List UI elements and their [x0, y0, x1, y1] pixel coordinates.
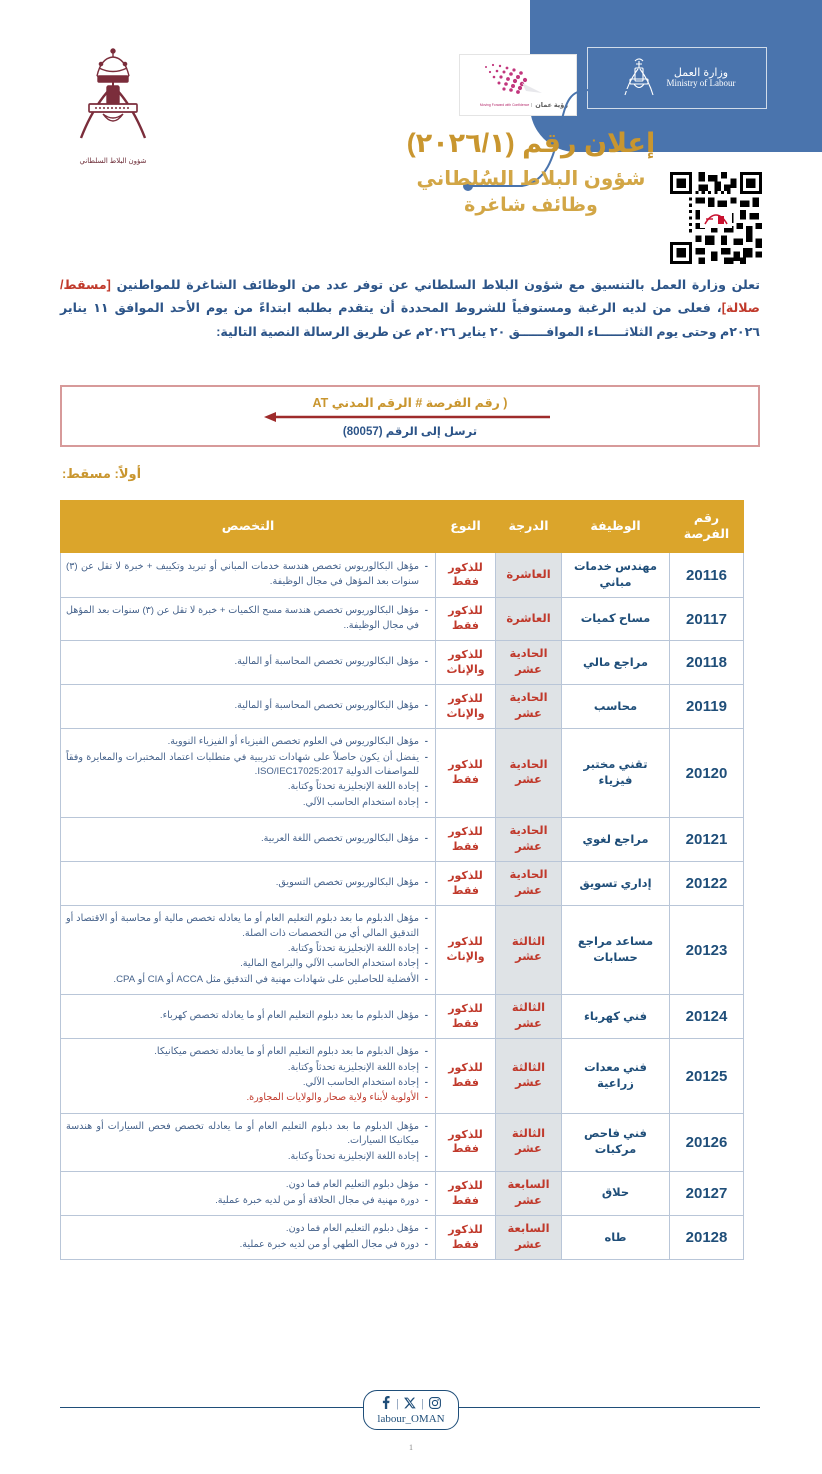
specialization-item: - مؤهل الدبلوم ما بعد دبلوم التعليم العام أو ما يعادله تخصص فحص السيارات أو هندسة ميكانيكا السيارات.	[66, 1120, 430, 1149]
cell-type: للذكور والإناث	[436, 906, 496, 995]
cell-type: للذكور فقط	[436, 553, 496, 598]
specialization-list	[66, 699, 430, 713]
table-row	[61, 1216, 744, 1260]
cell-grade: الحادية عشر	[496, 685, 562, 729]
cell-grade: العاشرة	[496, 598, 562, 641]
cell-grade: الثالثة عشر	[496, 1039, 562, 1114]
column-header-job-title: الوظيفة	[562, 501, 670, 553]
announcement-subtitle-entity: شؤون البلاط السُلطاني	[416, 168, 646, 190]
cell-job-title: طاه	[562, 1216, 670, 1260]
vision-tagline: Moving Forward with Confidence	[480, 103, 532, 107]
cell-opportunity-number: 20121	[670, 818, 744, 862]
announcement-subtitle-vacancies: وظائف شاغرة	[464, 195, 598, 216]
instagram-icon[interactable]	[429, 1397, 441, 1412]
cell-type: للذكور فقط	[436, 1113, 496, 1171]
specialization-item: - إجادة استخدام الحاسب الآلي.	[66, 1076, 430, 1090]
cell-specialization	[61, 685, 436, 729]
cell-grade: السابعة عشر	[496, 1172, 562, 1216]
specialization-item: - مؤهل البكالوريوس تخصص هندسة مسح الكميات + خبرة لا تقل عن (٣) سنوات بعد المؤهل في مجال الوظيفة..	[66, 604, 430, 633]
cell-specialization	[61, 906, 436, 995]
specialization-item: - مؤهل دبلوم التعليم العام فما دون.	[66, 1222, 430, 1236]
cell-specialization	[61, 553, 436, 598]
specialization-item: - إجادة استخدام الحاسب الآلي والبرامج المالية.	[66, 957, 430, 971]
specialization-item: - مؤهل الدبلوم ما بعد دبلوم التعليم العام أو ما يعادله تخصص مالية أو محاسبة أو الاقتصاد أو التدقيق المالي أي من التخصصات ذات الصلة.	[66, 912, 430, 941]
specialization-item: - الأفضلية للحاصلين على شهادات مهنية في التدقيق مثل ACCA أو CIA أو CPA.	[66, 973, 430, 987]
cell-job-title: تقني مختبر فيزياء	[562, 729, 670, 818]
intro-part-2: ، فعلى من لديه الرغبة ومستوفياً للشروط المحددة أن يتقدم بطلبه ابتداءً من يوم الأحد الموافق ١١ يناير ٢٠٢٦م وحتى يوم الثلاثــــــاء الموافــــــق ٢٠ يناير ٢٠٢٦م عن طريق الرسالة النصية التالية:	[60, 301, 760, 339]
specialization-item: - الأولوية لأبناء ولاية صحار والولايات المجاورة.	[66, 1091, 430, 1105]
cell-job-title: مراجع مالي	[562, 641, 670, 685]
cell-grade: السابعة عشر	[496, 1216, 562, 1260]
column-header-grade: الدرجة	[496, 501, 562, 553]
specialization-list	[66, 1045, 430, 1106]
cell-type: للذكور فقط	[436, 995, 496, 1039]
section-label-muscat: أولاً: مسقط:	[62, 466, 142, 481]
cell-opportunity-number: 20126	[670, 1113, 744, 1171]
column-header-type: النوع	[436, 501, 496, 553]
specialization-list	[66, 1178, 430, 1208]
cell-grade: الثالثة عشر	[496, 995, 562, 1039]
cell-job-title: مساعد مراجع حسابات	[562, 906, 670, 995]
sms-instruction-box	[60, 385, 760, 447]
specialization-item: - مؤهل البكالوريوس تخصص هندسة خدمات المباني أو تبريد وتكييف + خبرة لا تقل عن (٣) سنوات بعد المؤهل في مجال الوظيفة.	[66, 560, 430, 589]
cell-type: للذكور فقط	[436, 818, 496, 862]
table-row	[61, 553, 744, 598]
vacancies-table	[60, 500, 744, 1260]
cell-opportunity-number: 20127	[670, 1172, 744, 1216]
table-row	[61, 818, 744, 862]
table-row	[61, 1039, 744, 1114]
specialization-list	[66, 832, 430, 846]
table-row	[61, 641, 744, 685]
specialization-list	[66, 876, 430, 890]
table-body	[61, 553, 744, 1260]
cell-opportunity-number: 20128	[670, 1216, 744, 1260]
cell-specialization	[61, 862, 436, 906]
cell-grade: الحادية عشر	[496, 641, 562, 685]
royal-crown-khanjar-icon	[65, 46, 161, 150]
specialization-item: - دورة في مجال الطهي أو من لديه خبرة عملية.	[66, 1238, 430, 1252]
cell-specialization	[61, 729, 436, 818]
page-number: 1	[409, 1443, 413, 1452]
specialization-list	[66, 604, 430, 633]
table-row	[61, 906, 744, 995]
specialization-list	[66, 912, 430, 987]
cell-job-title: مهندس خدمات مباني	[562, 553, 670, 598]
cell-grade: الحادية عشر	[496, 818, 562, 862]
table-header-row	[61, 501, 744, 553]
cell-opportunity-number: 20122	[670, 862, 744, 906]
specialization-item: - مؤهل البكالوريوس في العلوم تخصص الفيزياء أو الفيزياء النووية.	[66, 735, 430, 749]
specialization-item: - مؤهل الدبلوم ما بعد دبلوم التعليم العام أو ما يعادله تخصص ميكانيكا.	[66, 1045, 430, 1059]
table-row	[61, 1172, 744, 1216]
table-row	[61, 995, 744, 1039]
social-handle: labour_OMAN	[377, 1413, 445, 1425]
social-separator-1: |	[396, 1398, 399, 1410]
cell-opportunity-number: 20119	[670, 685, 744, 729]
cell-specialization	[61, 641, 436, 685]
cell-grade: العاشرة	[496, 553, 562, 598]
ministry-name-arabic: وزارة العمل	[673, 67, 729, 79]
table-row	[61, 685, 744, 729]
cell-specialization	[61, 1039, 436, 1114]
cell-job-title: محاسب	[562, 685, 670, 729]
cell-job-title: فني كهرباء	[562, 995, 670, 1039]
cell-opportunity-number: 20118	[670, 641, 744, 685]
cell-type: للذكور والإناث	[436, 641, 496, 685]
specialization-item: - إجادة اللغة الإنجليزية تحدثاً وكتابة.	[66, 1061, 430, 1075]
cell-type: للذكور والإناث	[436, 685, 496, 729]
cell-job-title: حلاق	[562, 1172, 670, 1216]
specialization-item: - إجادة اللغة الإنجليزية تحدثاً وكتابة.	[66, 780, 430, 794]
column-header-specialization: التخصص	[61, 501, 436, 553]
cell-job-title: مساح كميات	[562, 598, 670, 641]
specialization-list	[66, 1009, 430, 1023]
specialization-item: - مؤهل البكالوريوس تخصص المحاسبة أو المالية.	[66, 699, 430, 713]
cell-opportunity-number: 20124	[670, 995, 744, 1039]
intro-paragraph	[60, 274, 760, 344]
vision-name-arabic: رؤية عمان	[535, 102, 568, 109]
cell-type: للذكور فقط	[436, 1172, 496, 1216]
specialization-item: - إجادة استخدام الحاسب الآلي.	[66, 796, 430, 810]
specialization-list	[66, 655, 430, 669]
social-separator-2: |	[421, 1398, 424, 1410]
royal-court-affairs-logo	[50, 46, 176, 165]
facebook-icon[interactable]	[381, 1396, 391, 1412]
cell-specialization	[61, 598, 436, 641]
specialization-item: - مؤهل الدبلوم ما بعد دبلوم التعليم العام أو ما يعادله تخصص كهرباء.	[66, 1009, 430, 1023]
specialization-item: - يفضل أن يكون حاصلاً على شهادات تدريبية في متطلبات اعتماد المختبرات والمعايرة وفقاً للمواصفات الدولية ISO/IEC17025:2017.	[66, 751, 430, 780]
cell-job-title: إداري تسويق	[562, 862, 670, 906]
cell-specialization	[61, 1172, 436, 1216]
cell-grade: الثالثة عشر	[496, 1113, 562, 1171]
specialization-item: - إجادة اللغة الإنجليزية تحدثاً وكتابة.	[66, 1150, 430, 1164]
cell-opportunity-number: 20117	[670, 598, 744, 641]
cell-type: للذكور فقط	[436, 729, 496, 818]
qr-code[interactable]	[670, 172, 762, 264]
vacancies-table-wrapper	[60, 500, 744, 1260]
specialization-item: - مؤهل دبلوم التعليم العام فما دون.	[66, 1178, 430, 1192]
cell-specialization	[61, 1216, 436, 1260]
sms-shortcode-line: ترسل إلى الرقم (80057)	[342, 425, 478, 438]
specialization-item: - دورة مهنية في مجال الحلاقة أو من لديه خبرة عملية.	[66, 1194, 430, 1208]
table-row	[61, 598, 744, 641]
table-row	[61, 862, 744, 906]
cell-type: للذكور فقط	[436, 1216, 496, 1260]
specialization-item: - مؤهل البكالوريوس تخصص اللغة العربية.	[66, 832, 430, 846]
specialization-list	[66, 735, 430, 810]
cell-grade: الحادية عشر	[496, 729, 562, 818]
cell-type: للذكور فقط	[436, 1039, 496, 1114]
cell-opportunity-number: 20123	[670, 906, 744, 995]
table-row	[61, 1113, 744, 1171]
column-header-opportunity-number: رقم الفرصة	[670, 501, 744, 553]
cell-specialization	[61, 818, 436, 862]
specialization-item: - مؤهل البكالوريوس تخصص المحاسبة أو المالية.	[66, 655, 430, 669]
cell-specialization	[61, 995, 436, 1039]
social-media-badge	[363, 1390, 459, 1430]
intro-part-1: تعلن وزارة العمل بالتنسيق مع شؤون البلاط السلطاني عن توفر عدد من الوظائف الشاغرة للمواطنين	[110, 278, 760, 292]
x-icon[interactable]	[404, 1397, 416, 1412]
table-row	[61, 729, 744, 818]
sms-direction-arrow-icon	[260, 411, 560, 423]
specialization-list	[66, 560, 430, 589]
specialization-list	[66, 1120, 430, 1164]
ministry-name-english: Ministry of Labour	[666, 78, 736, 89]
cell-type: للذكور فقط	[436, 862, 496, 906]
cell-type: للذكور فقط	[436, 598, 496, 641]
cell-opportunity-number: 20120	[670, 729, 744, 818]
cell-job-title: فني فاحص مركبات	[562, 1113, 670, 1171]
cell-job-title: مراجع لغوي	[562, 818, 670, 862]
cell-specialization	[61, 1113, 436, 1171]
announcement-title: إعلان رقم (٢٠٢٦/١)	[406, 128, 656, 158]
specialization-list	[66, 1222, 430, 1252]
cell-job-title: فني معدات زراعية	[562, 1039, 670, 1114]
specialization-item: - مؤهل البكالوريوس تخصص التسويق.	[66, 876, 430, 890]
cell-opportunity-number: 20125	[670, 1039, 744, 1114]
intro-locations-highlight: [مسقط/صلالة]	[60, 278, 760, 316]
specialization-item: - إجادة اللغة الإنجليزية تحدثاً وكتابة.	[66, 942, 430, 956]
cell-grade: الحادية عشر	[496, 862, 562, 906]
cell-grade: الثالثة عشر	[496, 906, 562, 995]
sms-format-line: ( رقم الفرصة # الرقم المدني AT	[312, 395, 508, 410]
qr-center-logo	[700, 210, 732, 228]
qr-center-emblem-icon	[703, 212, 729, 227]
royal-court-caption: شؤون البلاط السلطاني	[79, 158, 147, 165]
cell-opportunity-number: 20116	[670, 553, 744, 598]
